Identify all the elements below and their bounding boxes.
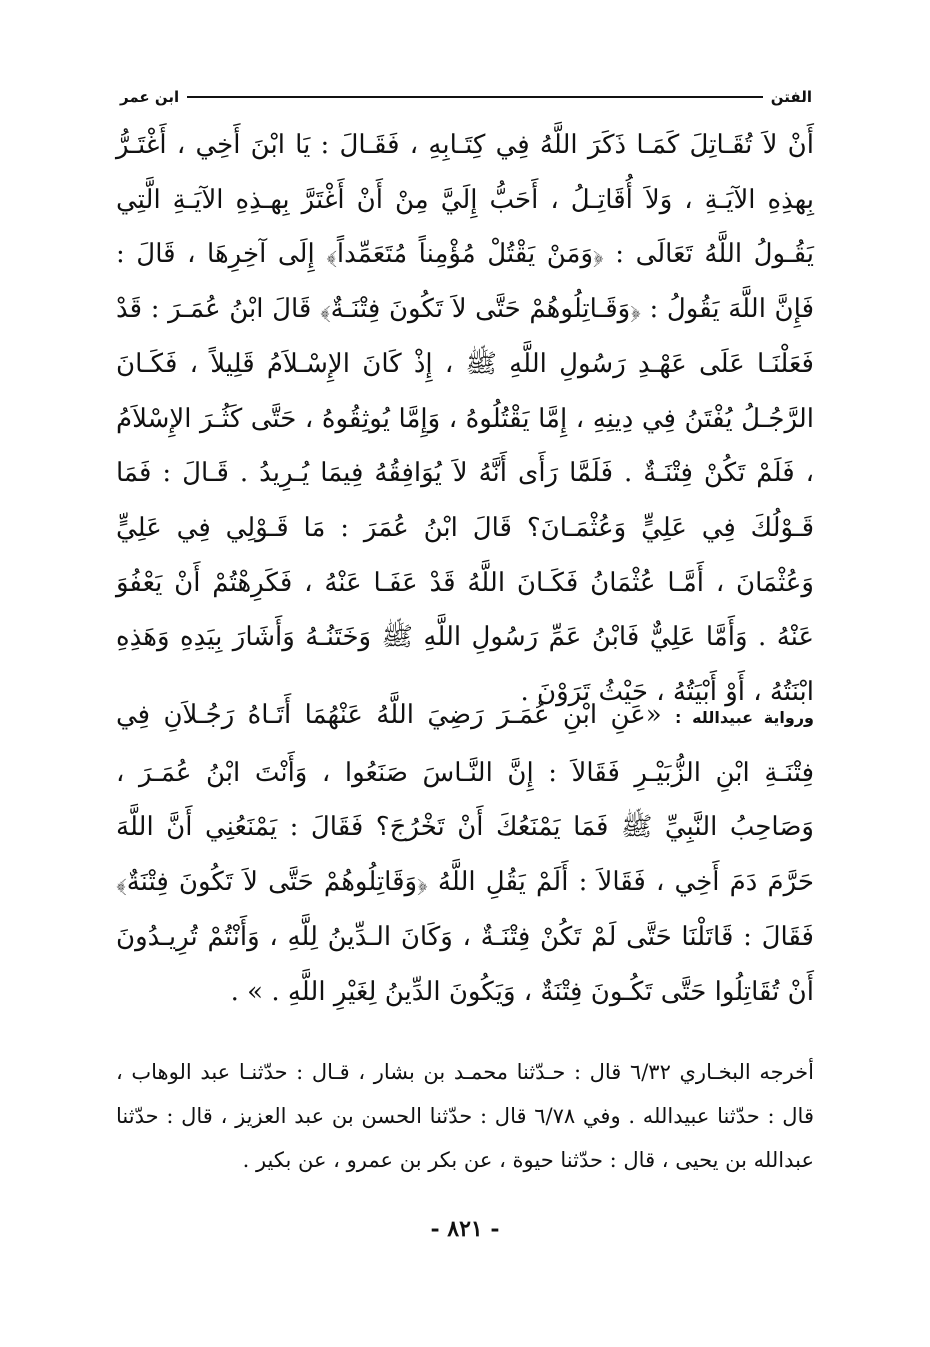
page-number: - ٨٢١ - [430,1216,500,1242]
running-header [120,86,812,108]
footnote: أخرجه البخـاري ٦/٣٢ قال : حـدّثنا محمـد بن بشار ، قـال : حدّثنـا عبد الوهاب ، قال : حدّثنا عبيدالله . وفي ٦/٧٨ قال : حدّثنا الحسن بن عبد العزيز ، قال : حدّثنا عبدالله بن يحيى ، قال : حدّثنا حيوة ، عن بكر بن عمرو ، عن بكير . [116,1060,814,1172]
narration-text: «عَنِ ابْنِ عُمَـرَ رَضِيَ اللَّهُ عَنْهُمَا أَتَـاهُ رَجُـلاَنِ فِي فِتْنَـةِ ابْنِ الزُّبَيْـرِ فَقَالاَ : إِنَّ النَّـاسَ صَنَعُوا ، وَأَنْتَ ابْنُ عُمَـرَ ، وَصَاحِبُ النَّبِيِّ ﷺ فَمَا يَمْنَعُكَ أَنْ تَخْرُجَ؟ فَقَالَ : يَمْنَعُنِي أَنَّ اللَّهَ حَرَّمَ دَمَ أَخِي ، فَقَالاَ : أَلَمْ يَقُلِ اللَّهُ ﴿وَقَاتِلُوهُمْ حَتَّى لاَ تَكُونَ فِتْنَةٌ﴾ فَقَالَ : قَاتَلْنَا حَتَّى لَمْ تَكُنْ فِتْنَـةٌ ، وَكَانَ الـدِّينُ لِلَّهِ ، وَأَنْتُمْ تُرِيـدُونَ أَنْ تُقَاتِلُوا حَتَّى تَكُـونَ فِتْنَةٌ ، وَيَكُونَ الدِّينُ لِغَيْرِ اللَّهِ . » . [116,700,814,1007]
header-rule [187,96,763,98]
narration-lead: ورواية عبيدالله : [675,708,815,727]
book-title: الفتن [770,88,812,106]
main-text: أَنْ لاَ تُقَـاتِلَ كَمَـا ذَكَرَ اللَّهُ فِي كِتَـابِهِ ، فَقَـالَ : يَا ابْنَ أَخِي ، أَغْتَـرُّ بِهذِهِ الآيَـةِ ، وَلاَ أُقَاتِـلُ ، أَحَبُّ إِلَيَّ مِنْ أَنْ أَغْتَرَّ بِهـذِهِ الآيَـةِ الَّتِي يَقُـولُ اللَّهُ تَعَالَى : ﴿وَمَنْ يَقْتُلْ مُؤْمِناً مُتَعَمِّداً﴾ إِلَى آخِرِهَا ، قَالَ : فَإِنَّ اللَّهَ يَقُولُ : ﴿وَقَـاتِلُوهُمْ حَتَّى لاَ تَكُونَ فِتْنَـةٌ﴾ قَالَ ابْنُ عُمَـرَ : قَدْ فَعَلْنَـا عَلَى عَهْـدِ رَسُولِ اللَّهِ ﷺ ، إِذْ كَانَ الإِسْـلاَمُ قَلِيلاً ، فَكَـانَ الرَّجُـلُ يُفْتَنُ فِي دِينِهِ ، إِمَّا يَقْتُلُوهُ ، وَإِمَّا يُوثِقُوهُ ، حَتَّى كَثُـرَ الإِسْلاَمُ ، فَلَمْ تَكُنْ فِتْنَـةٌ . فَلَمَّا رَأَى أَنَّهُ لاَ يُوَافِقُهُ فِيمَا يُـرِيدُ . قَـالَ : فَمَا قَـوْلُكَ فِي عَلِيٍّ وَعُثْمَـانَ؟ قَالَ ابْنُ عُمَرَ : مَا قَـوْلِي فِي عَلِيٍّ وَعُثْمَانَ ، أَمَّـا عُثْمَانُ فَكَـانَ اللَّهُ قَدْ عَفَـا عَنْهُ ، فَكَرِهْتُمْ أَنْ يَعْفُوَ عَنْهُ . وَأَمَّا عَلِيٌّ فَابْنُ عَمِّ رَسُولِ اللَّهِ ﷺ وَخَتَنُـهُ وَأَشَارَ بِيَدِهِ وَهَذِهِ ابْنَتُهُ ، أَوْ أَبْيَتُهُ ، حَيْثُ تَرَوْنَ . [116,130,814,708]
section-title: ابن عمر [120,88,180,106]
narration-block [116,688,814,1019]
